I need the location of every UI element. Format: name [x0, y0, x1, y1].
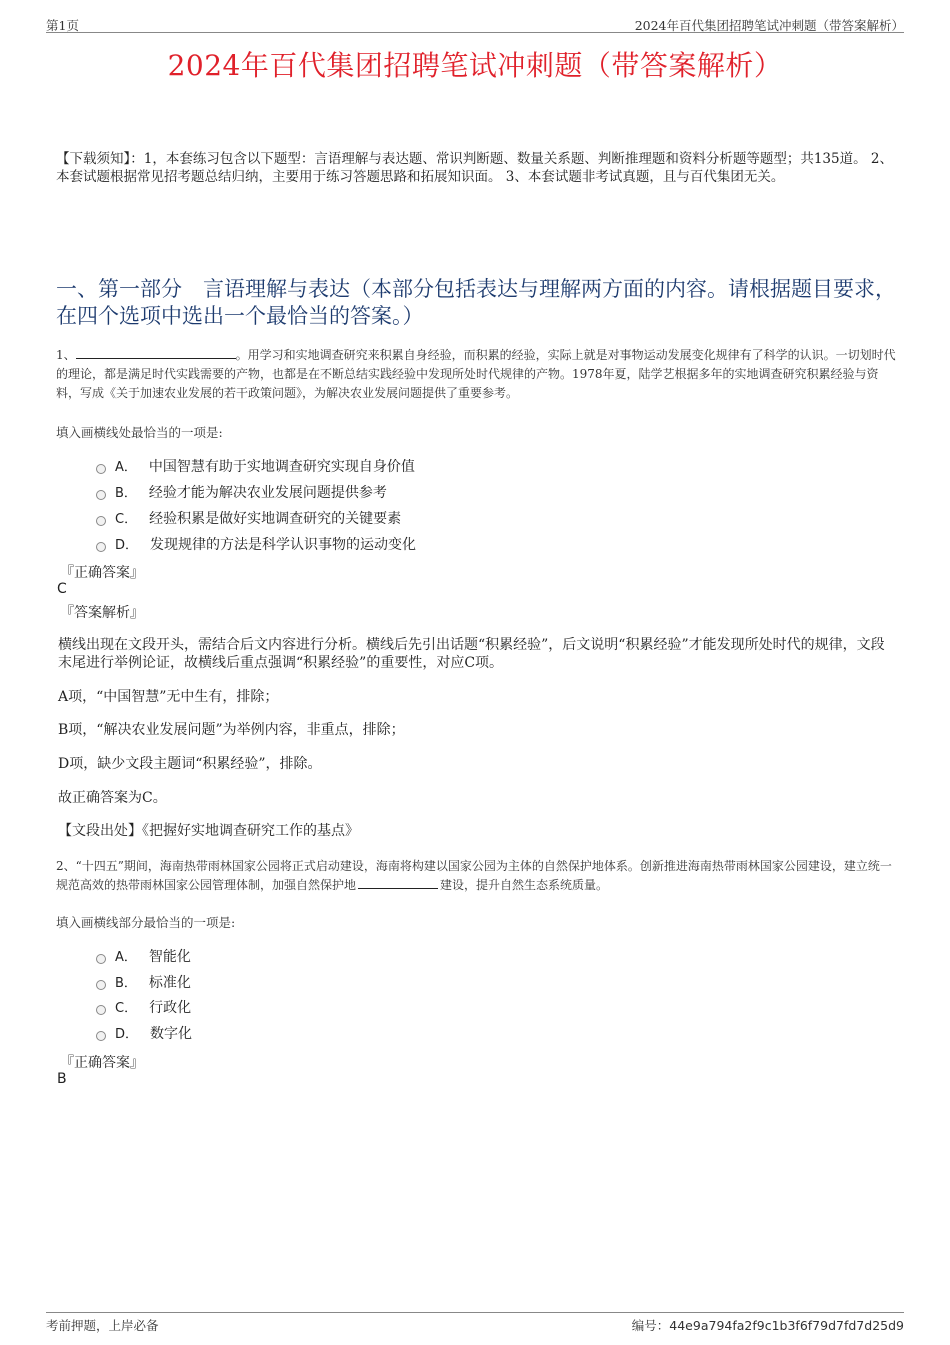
radio-icon[interactable]: [96, 954, 106, 964]
analysis-option-a: A项，“中国智慧”无中生有，排除；: [58, 689, 279, 705]
q1-option-a[interactable]: A． 中国智慧有助于实地调查研究实现自身价值: [96, 456, 415, 476]
question-2-prompt: 填入画横线部分最恰当的一项是:: [56, 915, 236, 930]
answer-value: C: [57, 581, 67, 597]
question-2-text: “十四五”期间，海南热带雨林国家公园将正式启动建设，海南将构建以国家公园为主体的自然保护地体系。创新推进海南热带雨林国家公园建设，建立统一规范高效的热带雨林国家公园管理体制，加强自然保护地: [56, 859, 892, 892]
radio-icon[interactable]: [96, 1031, 106, 1041]
analysis-text: 横线出现在文段开头，需结合后文内容进行分析。横线后先引出话题“积累经验”，后文说明“积累经验”才能发现所处时代的规律，文段末尾进行举例论证，故横线后重点强调“积累经验”的重要性，对应C项。: [58, 637, 885, 671]
radio-icon[interactable]: [96, 1005, 106, 1015]
radio-icon[interactable]: [96, 490, 106, 500]
question-2-text-end: 建设，提升自然生态系统质量。: [440, 878, 609, 892]
question-2-number: 2、: [56, 859, 76, 873]
question-1: [56, 346, 896, 403]
answer-blank: [76, 346, 236, 359]
radio-icon[interactable]: [96, 516, 106, 526]
analysis-option-d: D项，缺少文段主题词“积累经验”，排除。: [58, 756, 322, 772]
analysis-conclusion: 故正确答案为C。: [58, 790, 167, 806]
analysis-option-b: B项，“解决农业发展问题”为举例内容，非重点，排除；: [58, 722, 405, 738]
question-1-text: 。用学习和实地调查研究来积累自身经验，而积累的经验，实际上就是对事物运动发展变化规律有了科学的认识。一切划时代的理论，都是满足时代实践需要的产物，也都是在不断总结实践经验中发现所处时代规律的产物。1978年夏，陆学艺根据多年的实地调查研究积累经验与资料，写成《关于加速农业发展的若干政策问题》，为解决农业发展问题提供了重要参考。: [56, 348, 896, 400]
page-title: 2024年百代集团招聘笔试冲刺题（带答案解析）: [167, 49, 783, 82]
question-1-number: 1、: [56, 348, 76, 362]
q1-option-d[interactable]: D． 发现规律的方法是科学认识事物的运动变化: [96, 534, 416, 554]
analysis-label: 『答案解析』: [60, 605, 144, 621]
document-code: 编号：44e9a794fa2f9c1b3f6f79d7fd7d25d9: [631, 1318, 904, 1333]
answer-label: 『正确答案』: [60, 1055, 144, 1071]
answer-value: B: [57, 1071, 67, 1087]
question-2: [56, 857, 896, 895]
q1-option-b[interactable]: B． 经验才能为解决农业发展问题提供参考: [96, 482, 387, 502]
download-notice: 【下载须知】：1，本套练习包含以下题型：言语理解与表达题、常识判断题、数量关系题、判断推理题和资料分析题等题型；共135道。 2、本套试题根据常见招考题总结归纳，主要用于练习答题思路和拓展知识面。 3、本套试题非考试真题，且与百代集团无关。: [56, 151, 893, 185]
section-heading: 一、第一部分 言语理解与表达（本部分包括表达与理解两方面的内容。请根据题目要求，在四个选项中选出一个最恰当的答案。）: [56, 277, 896, 328]
page-header: [46, 12, 904, 33]
radio-icon[interactable]: [96, 464, 106, 474]
q1-option-c[interactable]: C． 经验积累是做好实地调查研究的关键要素: [96, 508, 401, 528]
radio-icon[interactable]: [96, 542, 106, 552]
question-1-prompt: 填入画横线处最恰当的一项是:: [56, 425, 223, 440]
q2-option-a[interactable]: A． 智能化: [96, 946, 191, 966]
source-citation: 【文段出处】《把握好实地调查研究工作的基点》: [58, 823, 359, 839]
footer-slogan: 考前押题，上岸必备: [46, 1318, 159, 1333]
q2-option-b[interactable]: B． 标准化: [96, 972, 191, 992]
radio-icon[interactable]: [96, 980, 106, 990]
page-footer: [46, 1312, 904, 1333]
page-number: 第1页: [46, 18, 79, 33]
header-doc-title: 2024年百代集团招聘笔试冲刺题（带答案解析）: [634, 18, 904, 33]
q2-option-d[interactable]: D． 数字化: [96, 1023, 192, 1043]
q2-option-c[interactable]: C． 行政化: [96, 997, 191, 1017]
answer-blank: [358, 876, 438, 889]
answer-label: 『正确答案』: [60, 565, 144, 581]
